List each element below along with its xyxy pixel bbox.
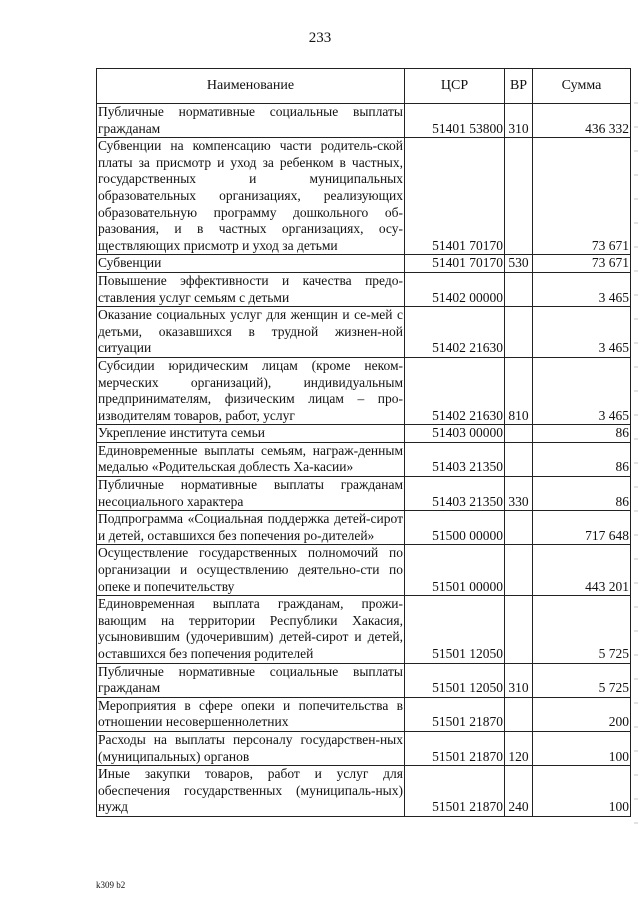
row-name-cell: Оказание социальных услуг для женщин и се-мей с детьми, оказавшихся в трудной жизнен-ной ситуации (97, 307, 405, 358)
row-sum-cell: 5 725 (533, 663, 631, 697)
row-vr-cell (505, 545, 533, 596)
row-vr-cell (505, 697, 533, 731)
row-name-cell: Субсидии юридическим лицам (кроме неком-мерческих организаций), индивидуальным предпринимателям, физическим лицам – про-изводителям товаров, работ, услуг (97, 357, 405, 424)
row-sum-cell: 73 671 (533, 138, 631, 255)
row-name-cell: Публичные нормативные выплаты гражданам несоциального характера (97, 477, 405, 511)
header-csr: ЦСР (405, 69, 505, 104)
row-name-cell: Публичные нормативные социальные выплаты гражданам (97, 104, 405, 138)
row-vr-cell: 810 (505, 357, 533, 424)
row-vr-cell (505, 138, 533, 255)
row-vr-cell: 310 (505, 663, 533, 697)
row-csr-cell: 51402 21630 (405, 307, 505, 358)
row-name-cell: Публичные нормативные социальные выплаты гражданам (97, 663, 405, 697)
row-csr-cell: 51501 21870 (405, 697, 505, 731)
row-name-cell: Мероприятия в сфере опеки и попечительства в отношении несовершеннолетних (97, 697, 405, 731)
row-vr-cell (505, 596, 533, 663)
page-number: 233 (308, 30, 332, 46)
row-name-cell: Подпрограмма «Социальная поддержка детей-сирот и детей, оставшихся без попечения ро-дителей» (97, 511, 405, 545)
row-name-cell: Субвенции на компенсацию части родитель-ской платы за присмотр и уход за ребенком в частных, государственных и муниципальных образовательных организациях, реализующих образовательную программу дошкольного об-разования, и в частных организациях, осу-ществляющих присмотр и уход за детьми (97, 138, 405, 255)
row-vr-cell: 310 (505, 104, 533, 138)
table-row (97, 477, 631, 511)
row-vr-cell: 240 (505, 766, 533, 817)
row-sum-cell: 86 (533, 442, 631, 476)
row-name-cell: Осуществление государственных полномочий по организации и осуществлению деятельно-сти по опеке и попечительству (97, 545, 405, 596)
budget-table (96, 68, 631, 817)
row-vr-cell (505, 272, 533, 306)
row-sum-cell: 200 (533, 697, 631, 731)
table-row (97, 663, 631, 697)
row-csr-cell: 51403 21350 (405, 442, 505, 476)
row-csr-cell: 51401 70170 (405, 255, 505, 273)
table-row (97, 511, 631, 545)
table-row (97, 697, 631, 731)
table-row (97, 425, 631, 443)
row-sum-cell: 3 465 (533, 272, 631, 306)
row-sum-cell: 86 (533, 425, 631, 443)
row-name-cell: Субвенции (97, 255, 405, 273)
row-vr-cell (505, 442, 533, 476)
header-vr: ВР (505, 69, 533, 104)
row-name-cell: Укрепление института семьи (97, 425, 405, 443)
row-name-cell: Единовременные выплаты семьям, награж-денным медалью «Родительская доблесть Ха-касии» (97, 442, 405, 476)
row-csr-cell: 51402 21630 (405, 357, 505, 424)
row-name-cell: Единовременная выплата гражданам, прожи-вающим на территории Республики Хакасия, усыновившим (удочерившим) детей-сирот и детей, оставшихся без попечения родителей (97, 596, 405, 663)
row-sum-cell: 717 648 (533, 511, 631, 545)
row-vr-cell (505, 511, 533, 545)
row-sum-cell: 3 465 (533, 307, 631, 358)
row-sum-cell: 5 725 (533, 596, 631, 663)
row-vr-cell: 120 (505, 731, 533, 765)
table-row (97, 255, 631, 273)
row-csr-cell: 51403 00000 (405, 425, 505, 443)
row-csr-cell: 51501 21870 (405, 731, 505, 765)
row-csr-cell: 51403 21350 (405, 477, 505, 511)
row-sum-cell: 73 671 (533, 255, 631, 273)
table-row (97, 596, 631, 663)
table-row (97, 104, 631, 138)
row-name-cell: Повышение эффективности и качества предо-ставления услуг семьям с детьми (97, 272, 405, 306)
table-row (97, 272, 631, 306)
table-row (97, 766, 631, 817)
table-row (97, 442, 631, 476)
row-sum-cell: 100 (533, 766, 631, 817)
row-name-cell: Иные закупки товаров, работ и услуг для обеспечения государственных (муниципаль-ных) нужд (97, 766, 405, 817)
table-row (97, 307, 631, 358)
row-csr-cell: 51401 70170 (405, 138, 505, 255)
row-sum-cell: 443 201 (533, 545, 631, 596)
table-row (97, 138, 631, 255)
header-sum: Сумма (533, 69, 631, 104)
row-name-cell: Расходы на выплаты персоналу государствен-ных (муниципальных) органов (97, 731, 405, 765)
row-sum-cell: 86 (533, 477, 631, 511)
margin-marks (634, 80, 638, 840)
row-csr-cell: 51500 00000 (405, 511, 505, 545)
row-csr-cell: 51501 12050 (405, 596, 505, 663)
row-vr-cell: 330 (505, 477, 533, 511)
row-csr-cell: 51402 00000 (405, 272, 505, 306)
row-csr-cell: 51501 21870 (405, 766, 505, 817)
row-vr-cell: 530 (505, 255, 533, 273)
row-vr-cell (505, 307, 533, 358)
row-sum-cell: 436 332 (533, 104, 631, 138)
row-vr-cell (505, 425, 533, 443)
footer-code: k309 b2 (96, 880, 126, 890)
row-csr-cell: 51401 53800 (405, 104, 505, 138)
header-name: Наименование (97, 69, 405, 104)
row-sum-cell: 3 465 (533, 357, 631, 424)
row-csr-cell: 51501 00000 (405, 545, 505, 596)
row-csr-cell: 51501 12050 (405, 663, 505, 697)
table-row (97, 545, 631, 596)
table-header-row (97, 69, 631, 104)
row-sum-cell: 100 (533, 731, 631, 765)
table-row (97, 357, 631, 424)
table-row (97, 731, 631, 765)
